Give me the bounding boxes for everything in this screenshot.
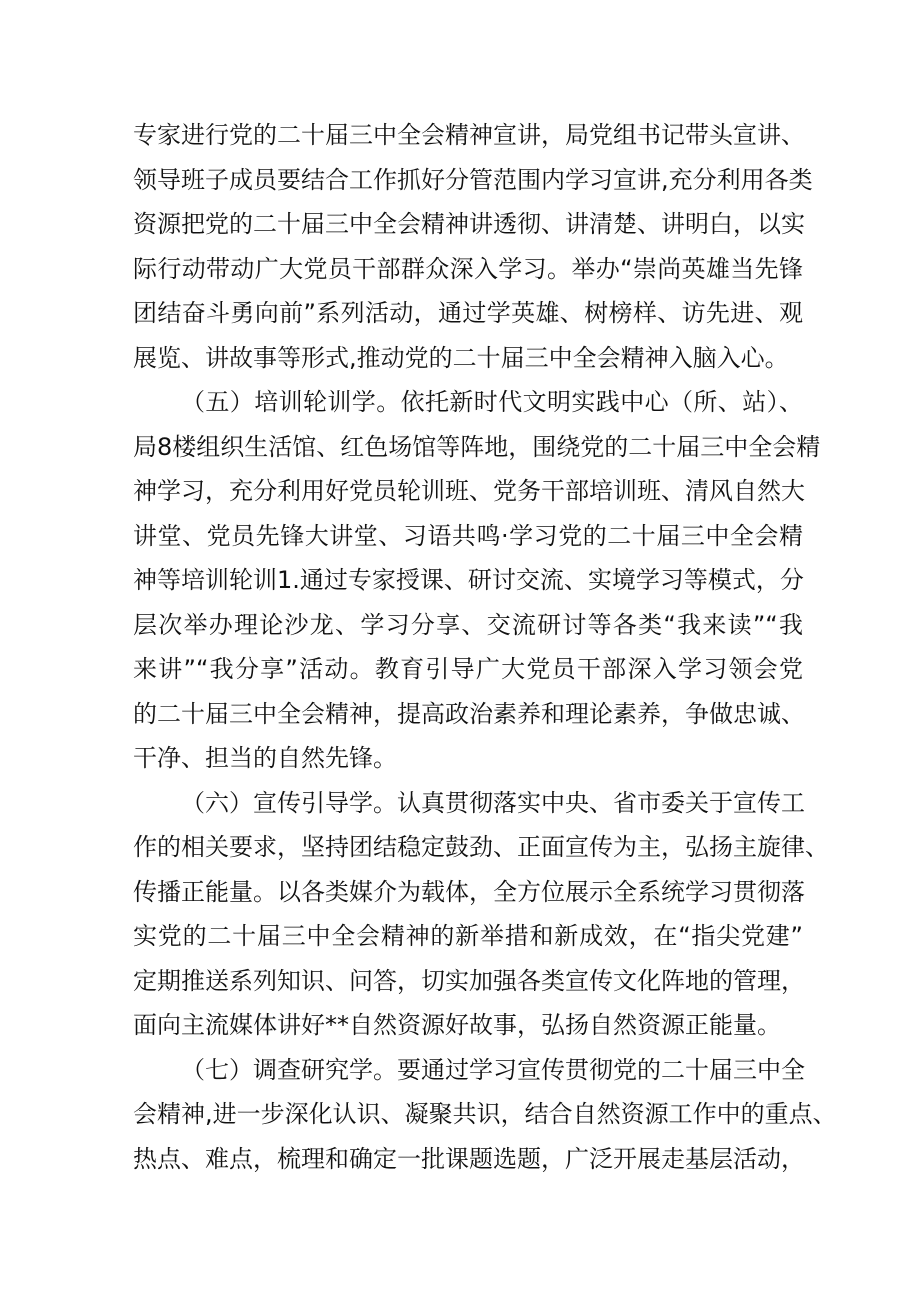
text-line: 热点、难点，梳理和确定一批课题选题，广泛开展走基层活动， (133, 1144, 805, 1173)
text-line: 来讲”“我分享”活动。教育引导广大党员干部深入学习领会党 (133, 655, 803, 683)
text-line: 局8楼组织生活馆、红色场馆等阵地，围绕党的二十届三中全会精 (133, 432, 821, 461)
section-7-heading-line: （七）调查研究学。要通过学习宣传贯彻党的二十届三中全 (181, 1055, 805, 1084)
text-line: 团结奋斗勇向前”系列活动，通过学英雄、树榜样、访先进、观 (133, 299, 803, 327)
text-line: 实党的二十届三中全会精神的新举措和新成效，在“指尖党建” (133, 922, 803, 950)
text-line: 传播正能量。以各类媒介为载体，全方位展示全系统学习贯彻落 (133, 877, 805, 906)
text-line: 展览、讲故事等形式,推动党的二十届三中全会精神入脑入心。 (133, 343, 789, 372)
section-6-heading-line: （六）宣传引导学。认真贯彻落实中央、省市委关于宣传工 (181, 788, 805, 817)
text-line: 际行动带动广大党员干部群众深入学习。举办“崇尚英雄当先锋 (133, 254, 803, 283)
text-line: 干净、担当的自然先锋。 (133, 744, 397, 772)
text-line: 专家进行党的二十届三中全会精神宣讲，局党组书记带头宣讲、 (133, 121, 805, 149)
text-line: 讲堂、党员先锋大讲堂、习语共鸣·学习党的二十届三中全会精 (133, 521, 803, 550)
text-line: 领导班子成员要结合工作抓好分管范围内学习宣讲,充分利用各类 (133, 165, 813, 194)
text-line: 定期推送系列知识、问答，切实加强各类宣传文化阵地的管理， (133, 966, 805, 995)
text-line: 的二十届三中全会精神，提高政治素养和理论素养，争做忠诚、 (133, 699, 805, 728)
text-line: 资源把党的二十届三中全会精神讲透彻、讲清楚、讲明白，以实 (133, 210, 805, 238)
text-line: 作的相关要求，坚持团结稳定鼓劲、正面宣传为主，弘扬主旋律、 (133, 833, 829, 861)
text-line: 神等培训轮训1.通过专家授课、研讨交流、实境学习等模式，分 (133, 566, 804, 594)
section-5-heading-line: （五）培训轮训学。依托新时代文明实践中心（所、站）、 (181, 388, 803, 416)
text-line: 会精神,进一步深化认识、凝聚共识，结合自然资源工作中的重点、 (133, 1100, 837, 1128)
document-body (133, 113, 837, 1181)
text-line: 神学习，充分利用好党员轮训班、党务干部培训班、清风自然大 (133, 477, 805, 505)
text-line: 面向主流媒体讲好**自然资源好故事，弘扬自然资源正能量。 (133, 1011, 781, 1039)
text-line: 层次举办理论沙龙、学习分享、交流研讨等各类“我来读”“我 (133, 610, 803, 639)
